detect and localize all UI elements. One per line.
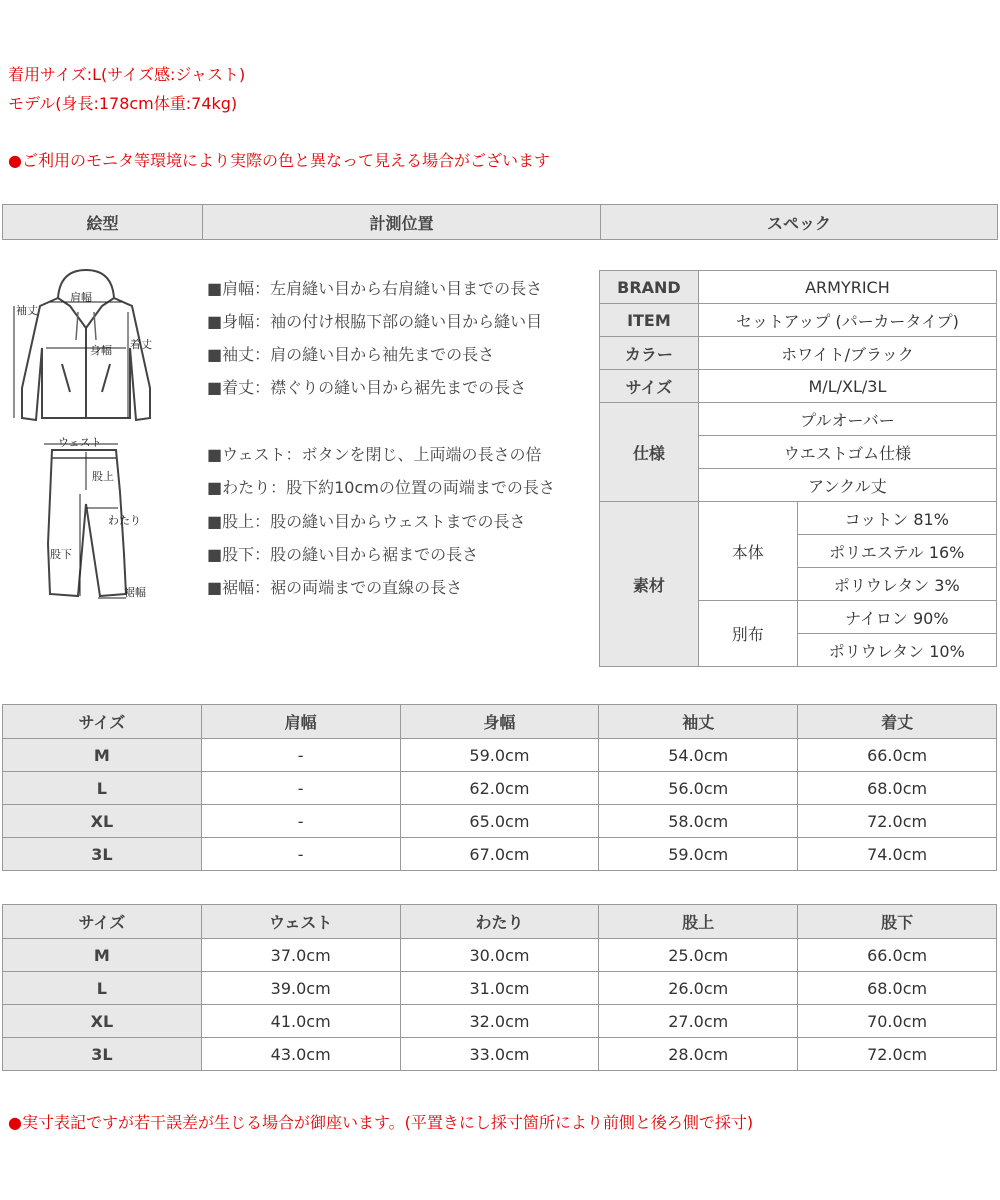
size-cell: L <box>3 772 202 805</box>
size-cell: XL <box>3 805 202 838</box>
value-cell: 70.0cm <box>798 1005 997 1038</box>
section-header <box>2 204 998 240</box>
header-illustration: 絵型 <box>3 205 203 239</box>
pants-header-size: サイズ <box>3 905 202 939</box>
value-cell: 37.0cm <box>201 939 400 972</box>
value-cell: 59.0cm <box>599 838 798 871</box>
model-size-text: 着用サイズ:L(サイズ感:ジャスト) <box>8 65 246 84</box>
spec-material-value: ポリエステル 16% <box>797 535 996 568</box>
size-cell: M <box>3 939 202 972</box>
value-cell: - <box>201 838 400 871</box>
value-cell: 56.0cm <box>599 772 798 805</box>
table-row <box>3 1038 997 1071</box>
measurement-notice: ●実寸表記ですが若干誤差が生じる場合が御座います。(平置きにし採寸箇所により前側と後ろ側で採寸) <box>8 1113 754 1132</box>
legend-length: ■着丈：襟ぐりの縫い目から裾先までの長さ <box>207 378 527 397</box>
value-cell: 66.0cm <box>798 739 997 772</box>
spec-shiyou-label: 仕様 <box>600 403 699 502</box>
top-header-size: サイズ <box>3 705 202 739</box>
value-cell: 54.0cm <box>599 739 798 772</box>
value-cell: 74.0cm <box>798 838 997 871</box>
rise-label: 股上 <box>92 470 114 483</box>
spec-size-value: M/L/XL/3L <box>698 370 996 403</box>
legend-inseam: ■股下：股の縫い目から裾までの長さ <box>207 545 479 564</box>
size-cell: L <box>3 972 202 1005</box>
pants-header-rise: 股上 <box>599 905 798 939</box>
header-measure-position: 計測位置 <box>203 205 601 239</box>
table-row <box>3 972 997 1005</box>
value-cell: - <box>201 772 400 805</box>
value-cell: 58.0cm <box>599 805 798 838</box>
spec-shiyou-value: ウエストゴム仕様 <box>698 436 996 469</box>
top-header-length: 着丈 <box>798 705 997 739</box>
top-size-table <box>2 704 997 871</box>
value-cell: 68.0cm <box>798 972 997 1005</box>
hem-label: 裾幅 <box>124 586 146 599</box>
pants-header-waist: ウェスト <box>201 905 400 939</box>
pants-diagram <box>40 434 170 604</box>
legend-body: ■身幅：袖の付け根脇下部の縫い目から縫い目 <box>207 312 543 331</box>
spec-item-label: ITEM <box>600 304 699 337</box>
spec-brand-label: BRAND <box>600 271 699 304</box>
pants-header-inseam: 股下 <box>798 905 997 939</box>
spec-table <box>599 270 997 667</box>
value-cell: - <box>201 805 400 838</box>
pants-size-table <box>2 904 997 1071</box>
top-header-body: 身幅 <box>400 705 599 739</box>
legend-hem: ■裾幅：裾の両端までの直線の長さ <box>207 578 463 597</box>
table-row <box>3 772 997 805</box>
size-cell: M <box>3 739 202 772</box>
body-width-label: 身幅 <box>90 344 112 357</box>
value-cell: 31.0cm <box>400 972 599 1005</box>
spec-item-value: セットアップ (パーカータイプ) <box>698 304 996 337</box>
color-notice: ●ご利用のモニタ等環境により実際の色と異なって見える場合がございます <box>8 151 550 170</box>
value-cell: 28.0cm <box>599 1038 798 1071</box>
value-cell: 33.0cm <box>400 1038 599 1071</box>
spec-color-label: カラー <box>600 337 699 370</box>
value-cell: 43.0cm <box>201 1038 400 1071</box>
spec-color-value: ホワイト/ブラック <box>698 337 996 370</box>
spec-material-value: ポリウレタン 3% <box>797 568 996 601</box>
spec-material-value: ポリウレタン 10% <box>797 634 996 667</box>
value-cell: 66.0cm <box>798 939 997 972</box>
table-row <box>3 739 997 772</box>
legend-shoulder: ■肩幅：左肩縫い目から右肩縫い目までの長さ <box>207 279 543 298</box>
size-cell: 3L <box>3 1038 202 1071</box>
spec-size-label: サイズ <box>600 370 699 403</box>
size-cell: XL <box>3 1005 202 1038</box>
spec-brand-value: ARMYRICH <box>698 271 996 304</box>
value-cell: 59.0cm <box>400 739 599 772</box>
top-header-sleeve: 袖丈 <box>599 705 798 739</box>
thigh-label: わたり <box>108 514 141 527</box>
shoulder-label: 肩幅 <box>70 291 92 304</box>
table-row <box>3 939 997 972</box>
spec-shiyou-value: プルオーバー <box>698 403 996 436</box>
value-cell: 65.0cm <box>400 805 599 838</box>
value-cell: 25.0cm <box>599 939 798 972</box>
hoodie-diagram <box>10 268 160 432</box>
value-cell: 67.0cm <box>400 838 599 871</box>
table-row <box>3 1005 997 1038</box>
top-header-shoulder: 肩幅 <box>201 705 400 739</box>
inseam-label: 股下 <box>50 548 72 561</box>
waist-label: ウェスト <box>58 436 102 449</box>
spec-material-value: ナイロン 90% <box>797 601 996 634</box>
length-label: 着丈 <box>130 338 152 351</box>
legend-waist: ■ウェスト：ボタンを閉じ、上両端の長さの倍 <box>207 445 542 464</box>
value-cell: 41.0cm <box>201 1005 400 1038</box>
size-cell: 3L <box>3 838 202 871</box>
header-spec: スペック <box>766 213 831 233</box>
value-cell: 72.0cm <box>798 805 997 838</box>
value-cell: - <box>201 739 400 772</box>
legend-rise: ■股上：股の縫い目からウェストまでの長さ <box>207 512 526 531</box>
spec-shiyou-value: アンクル丈 <box>698 469 996 502</box>
value-cell: 26.0cm <box>599 972 798 1005</box>
value-cell: 30.0cm <box>400 939 599 972</box>
value-cell: 62.0cm <box>400 772 599 805</box>
table-row <box>3 838 997 871</box>
model-body-text: モデル(身長:178cm体重:74kg) <box>8 94 238 113</box>
spec-sub-label: 別布 <box>698 601 797 667</box>
value-cell: 27.0cm <box>599 1005 798 1038</box>
spec-material-value: コットン 81% <box>797 502 996 535</box>
pants-header-thigh: わたり <box>400 905 599 939</box>
table-row <box>3 805 997 838</box>
value-cell: 32.0cm <box>400 1005 599 1038</box>
legend-sleeve: ■袖丈：肩の縫い目から袖先までの長さ <box>207 345 495 364</box>
value-cell: 39.0cm <box>201 972 400 1005</box>
value-cell: 68.0cm <box>798 772 997 805</box>
sleeve-label: 袖丈 <box>16 304 38 317</box>
legend-thigh: ■わたり：股下約10cmの位置の両端までの長さ <box>207 478 555 497</box>
value-cell: 72.0cm <box>798 1038 997 1071</box>
spec-material-label: 素材 <box>600 502 699 667</box>
spec-main-label: 本体 <box>698 502 797 601</box>
